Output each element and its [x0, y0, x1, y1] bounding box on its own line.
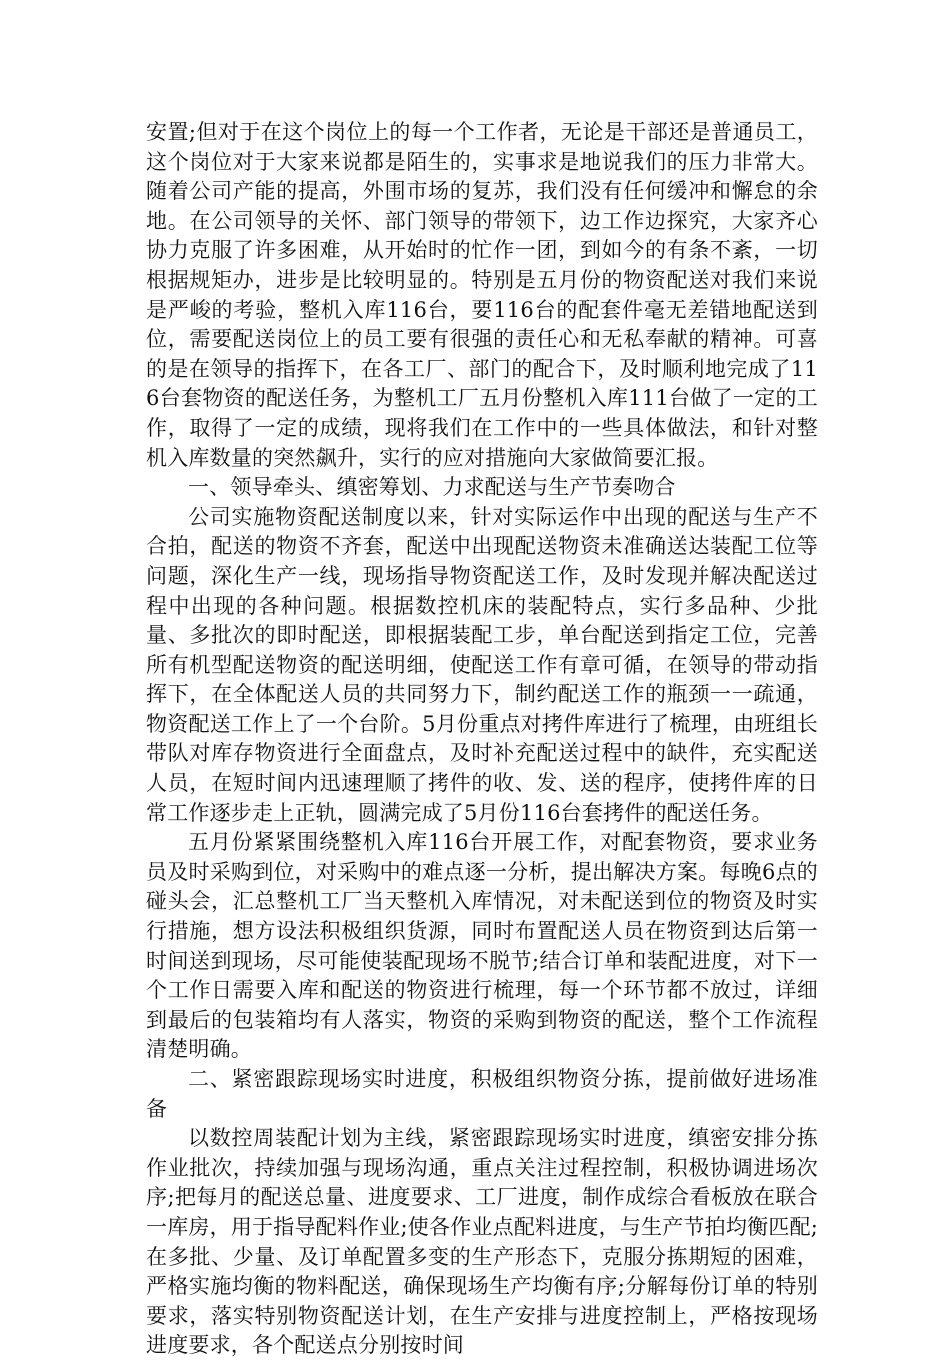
section-heading-2: 二、紧密跟踪现场实时进度，积极组织物资分拣，提前做好进场准备 — [146, 1067, 818, 1121]
paragraph-section-1-a: 公司实施物资配送制度以来，针对实际运作中出现的配送与生产不合拍，配送的物资不齐套，配送中出现配送物资未准确送达装配工位等问题，深化生产一线，现场指导物资配送工作，及时发现并解决配送过程中出现的各种问题。根据数控机床的装配特点，实行多品种、少批量、多批次的即时配送，即根据装配工步，单台配送到指定工位，完善所有机型配送物资的配送明细，使配送工作有章可循，在领导的带动指挥下，在全体配送人员的共同努力下，制约配送工作的瓶颈一一疏通，物资配送工作上了一个台阶。5月份重点对拷件库进行了梳理，由班组长带队对库存物资进行全面盘点，及时补充配送过程中的缺件，充实配送人员，在短时间内迅速理顺了拷件的收、发、送的程序，使拷件库的日常工作逐步走上正轨，圆满完成了5月份116台套拷件的配送任务。 — [146, 504, 818, 825]
section-heading-1: 一、领导牵头、缜密筹划、力求配送与生产节奏吻合 — [188, 475, 676, 500]
paragraph-intro-continued: 安置;但对于在这个岗位上的每一个工作者，无论是干部还是普通员工，这个岗位对于大家来说都是陌生的，实事求是地说我们的压力非常大。随着公司产能的提高，外围市场的复苏，我们没有任何缓冲和懈怠的余地。在公司领导的关怀、部门领导的带领下，边工作边探究，大家齐心协力克服了许多困难，从开始时的忙作一团，到如今的有条不紊，一切根据规矩办，进步是比较明显的。特别是五月份的物资配送对我们来说是严峻的考验，整机入库116台，要116台的配套件毫无差错地配送到位，需要配送岗位上的员工要有很强的责任心和无私奉献的精神。可喜的是在领导的指挥下，在各工厂、部门的配合下，及时顺利地完成了116台套物资的配送任务，为整机工厂五月份整机入库111台做了一定的工作，取得了一定的成绩，现将我们在工作中的一些具体做法，和针对整机入库数量的突然飙升，实行的应对措施向大家做简要汇报。 — [146, 120, 818, 470]
paragraph-section-2-a: 以数控周装配计划为主线，紧密跟踪现场实时进度，缜密安排分拣作业批次，持续加强与现场沟通，重点关注过程控制，积极协调进场次序;把每月的配送总量、进度要求、工厂进度，制作成综合看板放在联合一库房，用于指导配料作业;使各作业点配料进度，与生产节拍均衡匹配;在多批、少量、及订单配置多变的生产形态下，克服分拣期短的困难，严格实施均衡的物料配送，确保现场生产均衡有序;分解每份订单的特别要求，落实特别物资配送计划，在生产安排与进度控制上，严格按现场进度要求，各个配送点分别按时间 — [146, 1126, 818, 1358]
document-body — [146, 118, 818, 1361]
paragraph-section-1-b: 五月份紧紧围绕整机入库116台开展工作，对配套物资，要求业务员及时采购到位，对采购中的难点逐一分析，提出解决方案。每晚6点的碰头会，汇总整机工厂当天整机入库情况，对未配送到位的物资及时实行措施，想方设法积极组织货源，同时布置配送人员在物资到达后第一时间送到现场，尽可能使装配现场不脱节;结合订单和装配进度，对下一个工作日需要入库和配送的物资进行梳理，每一个环节都不放过，详细到最后的包装箱均有人落实，物资的采购到物资的配送，整个工作流程清楚明确。 — [146, 830, 818, 1062]
